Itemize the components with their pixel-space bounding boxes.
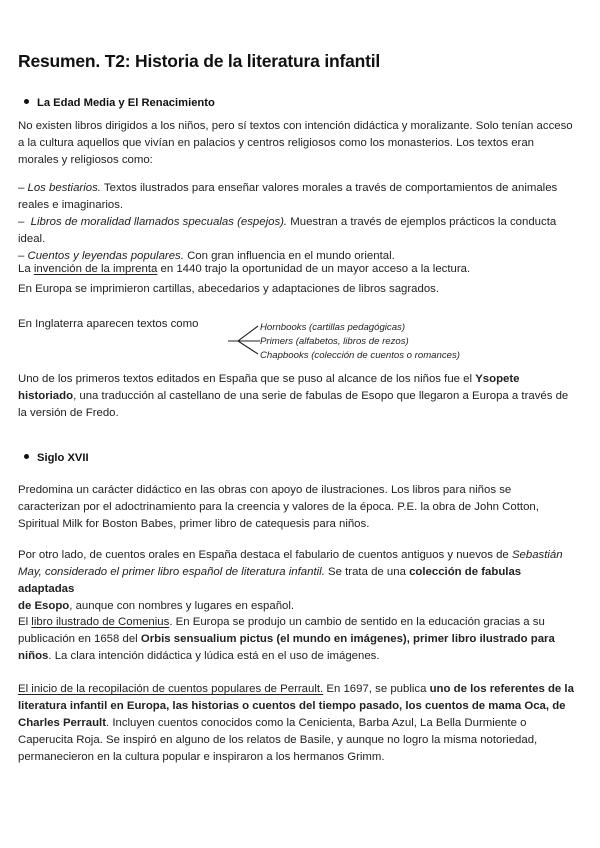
text: , una traducción al castellano de una serie de fabulas de Esopo que llegaron a Europa a través de (73, 390, 569, 402)
imprenta-line (18, 261, 580, 278)
para-line: la versión de Fredo. (18, 407, 119, 419)
text: publicación en 1658 del (18, 633, 141, 645)
intro-line: a la cultura aquellos que vivían en palacios y centros religiosos como los monasterios. Los textos eran (18, 137, 535, 149)
imprenta-link[interactable]: invención de la imprenta (33, 263, 158, 275)
branch-arrow-icon (226, 322, 262, 356)
text: , aunque con nombres y lugares en español. (69, 600, 295, 612)
dash: – (18, 250, 28, 262)
text: . La clara intención didáctica y lúdica está en el uso de imágenes. (48, 650, 380, 662)
text: . En Europa se produjo un cambio de sentido en la educación gracias a su (169, 616, 545, 628)
em-text: Sebastián (511, 549, 563, 561)
list-item-bestiarios (18, 180, 580, 197)
fabulario-paragraph (18, 547, 580, 615)
bullet-icon (24, 454, 29, 459)
list-item-specualas (18, 214, 580, 248)
para-line: caracterizan por el adoctrinamiento para la creencia y valores de la época. P.E. la obra de John Cotton, (18, 501, 539, 513)
para-line: Spiritual Milk for Boston Babes, primer libro de catequesis para niños. (18, 518, 370, 530)
para-line: literatura infantil en Europa, las historias o cuentos del tiempo pasado, los cuentos de mama Oca, de (18, 700, 566, 712)
list-item-text: Muestran a través de ejemplos prácticos la conducta ideal. (18, 216, 557, 245)
bold-text: uno de los referentes de la (429, 683, 574, 695)
para-line (18, 388, 580, 405)
para-line (18, 715, 580, 732)
para-line (18, 614, 580, 631)
branch-item-primers: Primers (alfabetos, libros de rezos) (260, 336, 409, 347)
section-heading-siglo-xvii (24, 452, 89, 464)
perrault-link[interactable]: El inicio de la recopilación de cuentos populares de Perrault. (18, 683, 324, 695)
section-heading-text: Siglo XVII (37, 452, 89, 464)
para-line: Caperucita Roja. Se inspiró en alguno de los relatos de Basile, y aunque no logro la misma notoriedad, (18, 734, 538, 746)
em-text: May, considerado el primer libro español de literatura infantil. (18, 566, 325, 578)
list-item-em: Cuentos y leyendas populares. (27, 250, 184, 262)
para-line (18, 681, 580, 698)
para-line (18, 598, 580, 615)
intro-paragraph (18, 118, 580, 169)
comenius-link[interactable]: libro ilustrado de Comenius (31, 616, 170, 628)
ysopete-paragraph (18, 371, 580, 422)
dash: – (18, 182, 28, 194)
para-line (18, 564, 580, 598)
catechism-paragraph (18, 482, 580, 533)
para-line (18, 547, 580, 564)
para-line (18, 631, 580, 648)
text: En 1697, se publica (323, 683, 430, 695)
text: Por otro lado, de cuentos orales en España destaca el fabulario de cuentos antiguos y nuevos de (18, 549, 512, 561)
comenius-paragraph (18, 614, 580, 665)
inglaterra-line: En Inglaterra aparecen textos como (18, 318, 199, 330)
intro-line: morales y religiosos como: (18, 154, 153, 166)
bold-text: historiado (18, 390, 74, 402)
section-heading-text: La Edad Media y El Renacimiento (37, 97, 215, 109)
text: Se trata de una (324, 566, 410, 578)
branch-item-chapbooks: Chapbooks (colección de cuentos o romances) (260, 350, 460, 361)
list-item-em: Libros de moralidad llamados specualas (espejos). (30, 216, 288, 228)
bold-text: niños (18, 650, 49, 662)
para-line: Predomina un carácter didáctico en las obras con apoyo de ilustraciones. Los libros para niños se (18, 484, 512, 496)
text: La (18, 263, 34, 275)
text: Uno de los primeros textos editados en España que se puso al alcance de los niños fue el (18, 373, 476, 385)
list-item-text: Con gran influencia en el mundo oriental. (183, 250, 395, 262)
perrault-paragraph (18, 681, 580, 766)
bold-text: colección de fabulas adaptadas (18, 566, 522, 595)
page-title: Resumen. T2: Historia de la literatura infantil (18, 51, 381, 71)
section-heading-edad-media (24, 97, 215, 109)
list-item-text: reales e imaginarios. (18, 199, 124, 211)
intro-line: No existen libros dirigidos a los niños, pero sí textos con intención didáctica y moralizante. Solo tenían acceso (18, 120, 573, 132)
bold-text: Orbis sensualium pictus (el mundo en imágenes), primer libro ilustrado para (140, 633, 555, 645)
bold-text: Ysopete (475, 373, 520, 385)
text: El (18, 616, 32, 628)
bullet-icon (24, 99, 29, 104)
text: . Incluyen cuentos conocidos como la Cenicienta, Barba Azul, La Bella Durmiente o (106, 717, 527, 729)
para-line (18, 371, 580, 388)
bold-text: de Esopo (18, 600, 70, 612)
texts-list (18, 180, 580, 265)
europa-line: En Europa se imprimieron cartillas, abecedarios y adaptaciones de libros sagrados. (18, 283, 440, 295)
list-item-text: Textos ilustrados para enseñar valores morales a través de comportamientos de animales (100, 182, 558, 194)
list-item-em: Los bestiarios. (27, 182, 101, 194)
para-line (18, 648, 580, 665)
text: en 1440 trajo la oportunidad de un mayor acceso a la lectura. (157, 263, 471, 275)
bold-text: Charles Perrault (18, 717, 106, 729)
dash: – (18, 216, 31, 228)
para-line: permanecieron en la cultura popular e inspiraron a los hermanos Grimm. (18, 751, 385, 763)
branch-item-hornbooks: Hornbooks (cartillas pedagógicas) (260, 322, 406, 333)
